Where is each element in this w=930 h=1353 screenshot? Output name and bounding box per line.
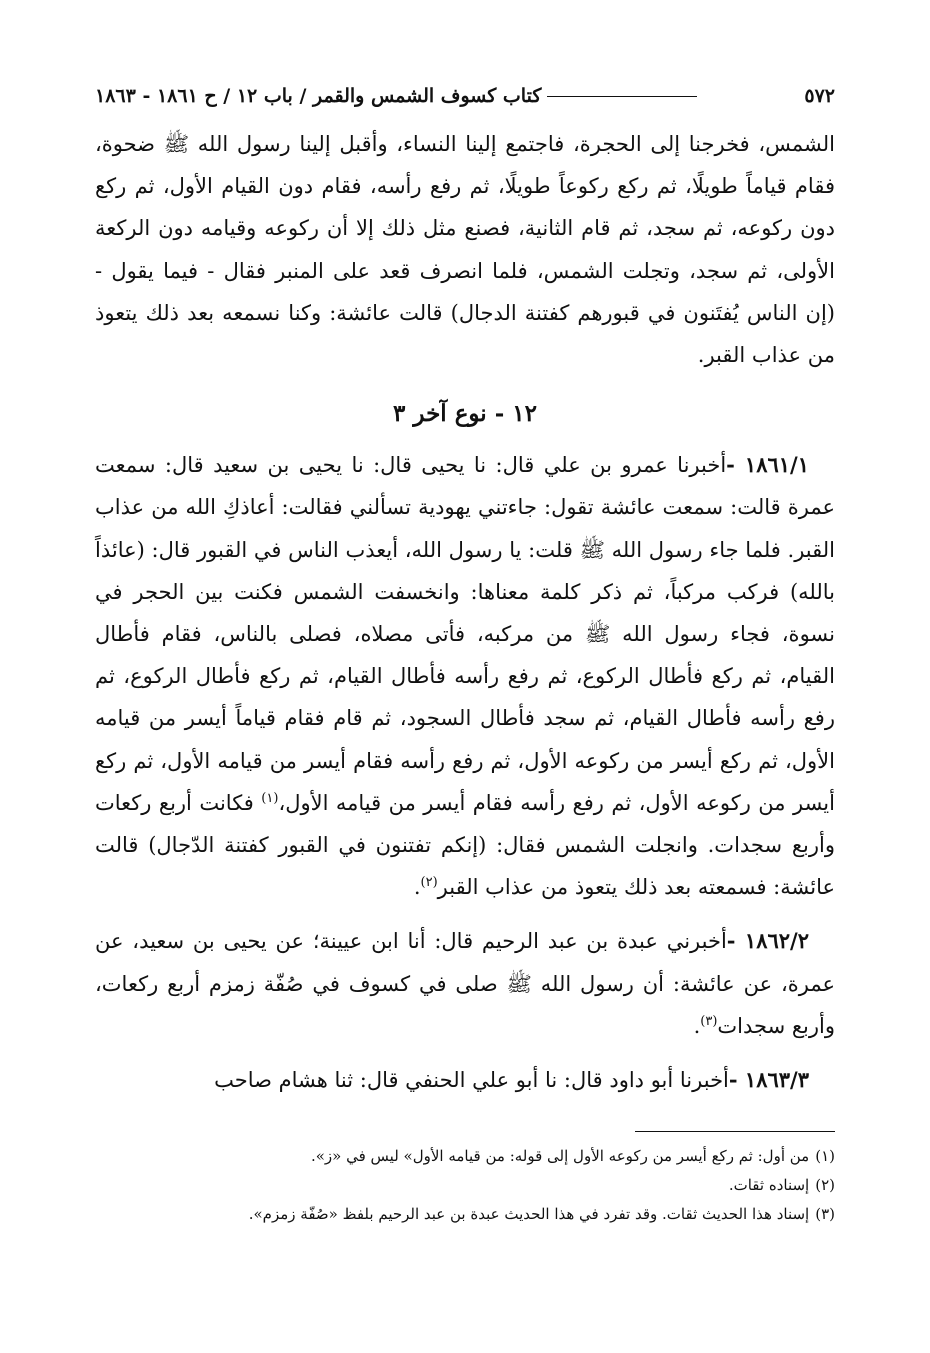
hadith-text: أخبرنا عمرو بن علي قال: نا يحيى قال: نا يحيى بن سعيد قال: سمعت عمرة قالت: سمعت عائشة تقول: جاءتني يهودية تسألني فقالت: أعاذكِ الله من عذاب القبر. فلما جاء رسول الله ﷺ قلت: يا رسول الله، أيعذب الناس في القبور قال: (عائذاً بالله) فركب مركباً، ثم ذكر كلمة معناها: وانخسفت الشمس فكنت بين الحجر في نسوة، فجاء رسول الله ﷺ من مركبه، فأتى مصلاه، فصلى بالناس، فقام فأطال القيام، ثم ركع فأطال الركوع، ثم رفع رأسه فأطال القيام، ثم ركع فأطال الركوع، ثم رفع رأسه فأطال القيام، ثم سجد فأطال السجود، ثم قام فقام قياماً أيسر من قيامه الأول، ثم ركع أيسر من ركوعه الأول، ثم رفع رأسه فقام أيسر من قيامه الأول، ثم ركع أيسر من ركوعه الأول، ثم رفع رأسه فقام أيسر من قيامه الأول، [95,453,835,815]
hadith-number: ١٨٦٢/٢ - [726,928,809,954]
page-header [95,85,835,115]
intro-line-4: وقيامه دون الركعة الأولى، ثم سجد، وتجلت الشمس، فلما انصرف قعد على المنبر [95,216,835,283]
header-rule [547,96,697,97]
footnote-1 [95,1144,835,1168]
footnote-2 [95,1173,835,1197]
footnote-text: إسناده ثقات. [728,1176,810,1195]
intro-line-3: الأول، ثم ركع دون ركوعه، ثم سجد، ثم قام الثانية، فصنع مثل ذلك إلا أن ركوعه [95,174,835,241]
book-page [95,85,835,1231]
footnote-mark: (٣) [815,1205,835,1224]
hadith-number: ١٨٦١/١ - [726,452,809,478]
footnotes [95,1144,835,1226]
hadith-1862 [95,920,835,1047]
running-title: كتاب كسوف الشمس والقمر / باب ١٢ / ح ١٨٦١ - ١٨٦٣ [95,85,542,107]
intro-line-1: الشمس، فخرجنا إلى الحجرة، فاجتمع إلينا النساء، وأقبل إلينا رسول الله ﷺ [163,132,835,156]
hadith-text: أخبرني عبدة بن عبد الرحيم قال: أنا ابن عيينة؛ عن يحيى بن سعيد، عن عمرة، عن عائشة: أن رسول الله ﷺ صلى في كسوف في صُفّة زمزم أربع ركعات، وأربع سجدات [95,929,835,1038]
footnote-ref: (١) [261,790,279,806]
intro-line-6: نسمعه بعد ذلك يتعوذ من عذاب القبر. [95,300,835,368]
hadith-end: . [413,875,421,900]
footnote-divider [635,1131,835,1132]
hadith-text-continued: فكانت أربع ركعات وأربع سجدات. وانجلت الشمس فقال: (إنكم تفتنون في القبور كفتنة الدّجال) قالت عائشة: فسمعته بعد ذلك يتعوذ من عذاب القبر [95,790,835,900]
page-number: ٥٧٢ [804,85,835,107]
footnote-ref: (٢) [420,875,438,891]
hadith-1863 [95,1059,835,1101]
intro-line-2: ضحوة، فقام قياماً طويلًا، ثم ركع ركوعاً طويلًا، ثم رفع رأسه، فقام دون القيام [95,132,835,199]
hadith-1861 [95,444,835,908]
intro-paragraph [95,123,835,376]
chapter-heading: ١٢ - نوع آخر ٣ [393,400,537,428]
running-title-wrap [95,85,703,107]
hadith-text: أخبرنا أبو داود قال: نا أبو علي الحنفي قال: ثنا هشام صاحب [214,1068,729,1093]
footnote-mark: (١) [815,1147,835,1166]
hadith-number: ١٨٦٣/٣ - [728,1067,809,1093]
footnote-mark: (٢) [815,1176,835,1195]
footnote-ref: (٣) [700,1013,718,1029]
hadith-end: . [693,1013,701,1038]
footnote-3 [95,1202,835,1226]
footnote-text: من أول: ثم ركع أيسر من ركوعه الأول إلى قوله: من قيامه الأول» ليس في «ز». [310,1147,810,1166]
footnote-text: إسناد هذا الحديث ثقات. وقد تفرد في هذا الحديث عبدة بن عبد الرحيم بلفظ «صُفّة زمزم». [248,1205,810,1224]
intro-line-5: فقال - فيما يقول - (إن الناس يُفتَنون في قبورهم كفتنة الدجال) قالت عائشة: وكنا [95,258,835,325]
